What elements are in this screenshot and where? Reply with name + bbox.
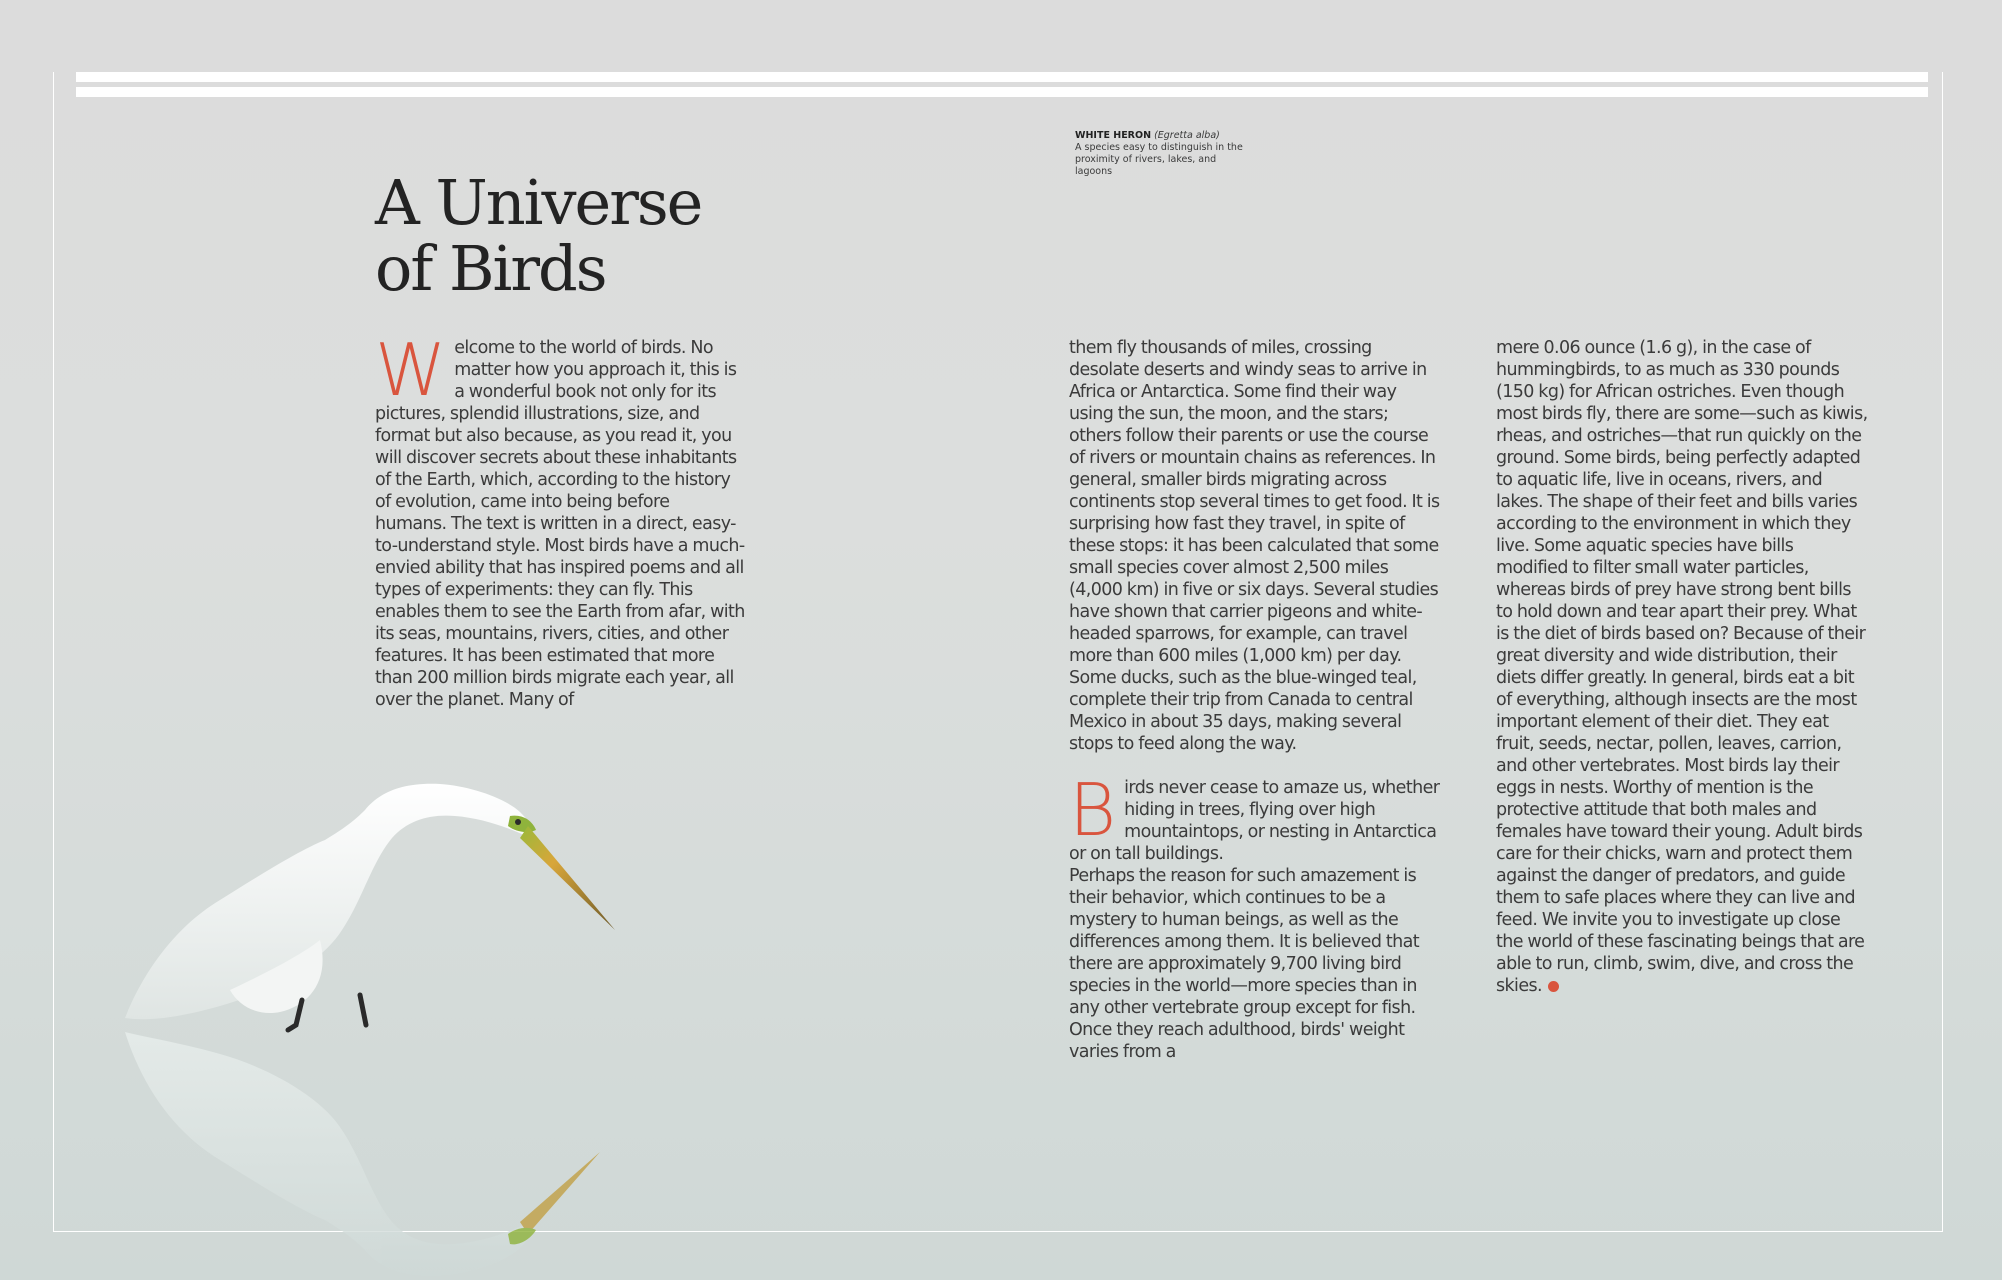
behavior-paragraph: Perhaps the reason for such amazement is their behavior, which continues to be a mystery to human beings, as well as the differences among them. It is believed that there are approximately 9,700 living bird species in the world—more species than in any other vertebrate group except for fish. Once they reach adulthood, birds' weight varies from a [1069,866,1419,1062]
caption-text: A species easy to distinguish in the proximity of rivers, lakes, and lagoons [1075,142,1243,177]
title-line-2: of Birds [375,232,606,305]
intro-paragraph-text: elcome to the world of birds. No matter how you approach it, this is a wonderful book not only for its pictures, splendid illustrations, size, and format but also because, as you read it, you will discover secrets about these inhabitants of the Earth, which, according to the history of evolution, came into being before humans. The text is written in a direct, easy-to-understand style. Most birds have a much-envied ability that has inspired poems and all types of experiments: they can fly. This enables them to see the Earth from afar, with its seas, mountains, rivers, cities, and other features. It has been estimated that more than 200 million birds migrate each year, all over the planet. Many of [375,338,745,710]
drop-cap-w: W [375,328,447,412]
migration-paragraph: them fly thousands of miles, crossing desolate deserts and windy seas to arrive in Africa or Antarctica. Some find their way using the sun, the moon, and the stars; others follow their parents or use the course of rivers or mountain chains as references. In general, smaller birds migrating across continents stop several times to get food. It is surprising how fast they travel, in spite of these stops: it has been calculated that some small species cover almost 2,500 miles (4,000 km) in five or six days. Several studies have shown that carrier pigeons and white-headed sparrows, for example, can travel more than 600 miles (1,000 km) per day. Some ducks, such as the blue-winged teal, complete their trip from Canada to central Mexico in about 35 days, making several stops to feed along the way. [1069,338,1440,754]
title-line-1: A Universe [375,166,702,239]
white-heron-photo [110,780,810,1280]
diet-paragraph [1496,337,1868,997]
end-mark-dot [1548,981,1559,992]
text-column-2 [1069,337,1441,1063]
text-column-3 [1496,337,1868,997]
diet-paragraph-text: mere 0.06 ounce (1.6 g), in the case of hummingbirds, to as much as 330 pounds (150 kg) for African ostriches. Even though most birds fly, there are some—such as kiwis, rheas, and ostriches—that run quickly on the ground. Some birds, being perfectly adapted to aquatic life, live in oceans, rivers, and lakes. The shape of their feet and bills varies according to the environment in which they live. Some aquatic species have bills modified to filter small water particles, whereas birds of prey have strong bent bills to hold down and tear apart their prey. What is the diet of birds based on? Because of their great diversity and wide distribution, their diets differ greatly. In general, birds eat a bit of everything, although insects are the most important element of their diet. They eat fruit, seeds, nectar, pollen, leaves, carrion, and other vertebrates. Most birds lay their eggs in nests. Worthy of mention is the protective attitude that both males and females have toward their young. Adult birds care for their chicks, warn and protect them against the danger of predators, and guide them to safe places where they can live and feed. We invite you to investigate up close the world of these fascinating beings that are able to run, climb, swim, dive, and cross the skies. [1496,338,1868,996]
caption-scientific-name: (Egretta alba) [1154,130,1220,141]
heron-reflection [125,1032,600,1276]
heron-body [125,784,615,1030]
text-column-1 [375,328,745,711]
amazement-paragraph [1069,768,1441,865]
drop-cap-b: B [1069,768,1117,852]
amazement-paragraph-text: irds never cease to amaze us, whether hiding in trees, flying over high mountaintops, or nesting in Antarctica or on tall buildings. [1069,778,1440,864]
caption-species-name: WHITE HERON [1075,130,1152,141]
photo-caption [1075,130,1245,178]
page-title [375,166,702,305]
top-rule-secondary [76,87,1928,97]
top-rule [76,72,1928,82]
intro-paragraph [375,328,745,711]
